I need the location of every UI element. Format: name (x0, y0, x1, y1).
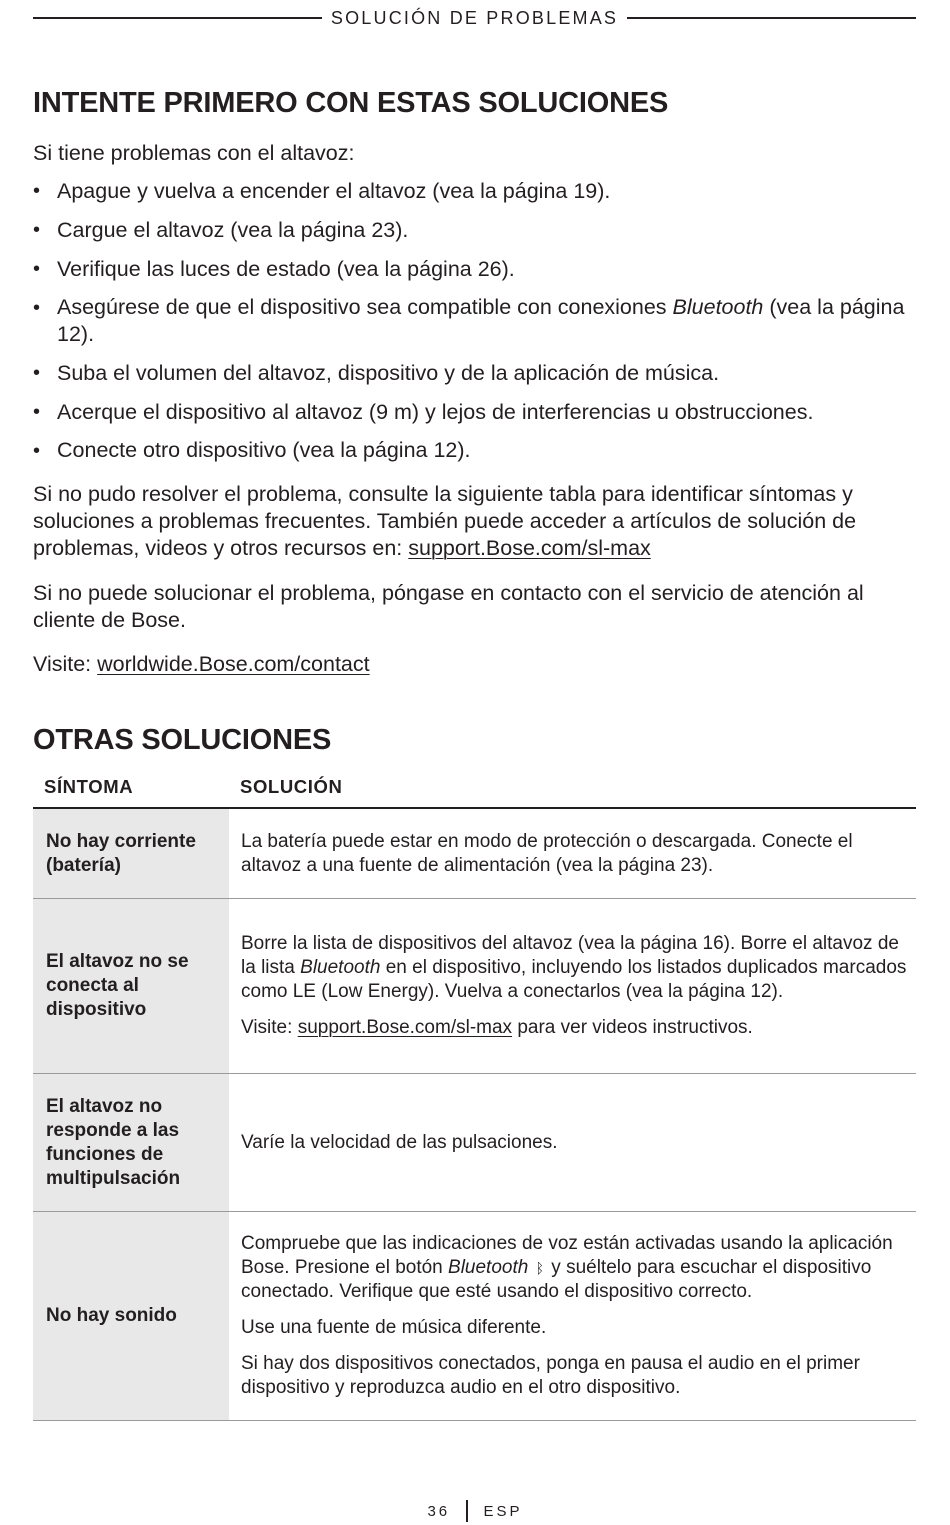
solution-text-2: Use una fuente de música diferente. (241, 1317, 547, 1338)
language-code: ESP (483, 1502, 523, 1520)
symptom-text: No hay corriente (batería) (46, 830, 196, 876)
support-link[interactable]: support.Bose.com/sl-max (297, 1017, 513, 1038)
bullet-item: Verifique las luces de estado (vea la página 26). (57, 257, 515, 281)
intro-paragraph-support (33, 481, 913, 562)
symptom-cell (33, 899, 229, 1073)
visit-label: Visite: (241, 1017, 298, 1038)
footer-separator (466, 1500, 467, 1522)
bullet-dot: • (33, 401, 41, 423)
bullet-dot: • (33, 180, 41, 202)
page-number: 36 (427, 1502, 451, 1520)
bullet-item-bluetooth (57, 294, 907, 348)
solution-text (241, 1232, 910, 1304)
symptom-cell (33, 809, 229, 898)
paragraph-text: Si no pudo resolver el problema, consulte la siguiente tabla para identificar síntomas y soluciones a problemas frecuentes. También puede acceder a artículos de solución de problemas, videos y otros recursos en: (33, 482, 857, 560)
column-header-solution: SOLUCIÓN (240, 776, 343, 797)
bluetooth-brand: Bluetooth (300, 957, 381, 978)
solution-cell (241, 1212, 910, 1420)
bluetooth-brand: Bluetooth (448, 1257, 529, 1278)
column-header-symptom: SÍNTOMA (44, 776, 134, 797)
solution-text: La batería puede estar en modo de protección o descargada. Conecte el altavoz a una fuente de alimentación (vea la página 23). (241, 830, 853, 876)
solution-text-b: y suéltelo para escuchar el dispositivo conectado. Verifique que esté usando el dispositivo correcto. (241, 1257, 872, 1302)
header-rule-left (33, 17, 322, 18)
solution-cell (241, 1074, 910, 1211)
bullet-dot: • (33, 297, 41, 319)
symptom-text: El altavoz no se conecta al dispositivo (46, 951, 189, 1020)
visit-after: para ver videos instructivos. (512, 1017, 753, 1038)
solution-cell (241, 899, 910, 1073)
solution-text-3: Si hay dos dispositivos conectados, ponga en pausa el audio en el primer dispositivo y reproduzca audio en el otro dispositivo. (241, 1353, 860, 1398)
intro-paragraph-contact: Si no puede solucionar el problema, póngase en contacto con el servicio de atención al cliente de Bose. (33, 581, 864, 632)
solution-text-a: Borre la lista de dispositivos del altavoz (vea la página 16). Borre el altavoz de la lista (241, 933, 899, 978)
bullet-dot: • (33, 219, 41, 241)
solution-cell (241, 809, 910, 898)
bullet-item: Conecte otro dispositivo (vea la página 12). (57, 438, 471, 462)
solution-text: Varíe la velocidad de las pulsaciones. (241, 1131, 558, 1153)
bullet-text-after: (vea la página 12). (57, 295, 905, 346)
contact-link[interactable]: worldwide.Bose.com/contact (97, 652, 370, 676)
bullet-item: Cargue el altavoz (vea la página 23). (57, 218, 409, 242)
bullet-item: Suba el volumen del altavoz, dispositivo y de la aplicación de música. (57, 361, 720, 385)
bullet-text-before: Asegúrese de que el dispositivo sea compatible con conexiones (57, 295, 673, 319)
bullet-dot: • (33, 362, 41, 384)
solution-text-b: en el dispositivo, incluyendo los listados duplicados marcados como LE (Low Energy). Vuelva a conectarlos (vea la página 12). (241, 957, 907, 1002)
page-footer (0, 1500, 950, 1522)
other-solutions-title: OTRAS SOLUCIONES (33, 724, 332, 756)
section-header (33, 6, 916, 30)
solution-text (241, 932, 910, 1004)
table-row (33, 1074, 916, 1212)
bluetooth-icon: ᛒ (535, 1260, 545, 1276)
bullet-dot: • (33, 258, 41, 280)
header-rule-right (627, 17, 916, 18)
table-row (33, 809, 916, 899)
solution-text-a: Compruebe que las indicaciones de voz están activadas usando la aplicación Bose. Presione el botón (241, 1233, 893, 1278)
intro-lead: Si tiene problemas con el altavoz: (33, 141, 355, 165)
visit-line (33, 651, 913, 678)
bullet-item: Acerque el dispositivo al altavoz (9 m) y lejos de interferencias u obstrucciones. (57, 400, 814, 424)
bullet-item: Apague y vuelva a encender el altavoz (vea la página 19). (57, 179, 611, 203)
support-link[interactable]: support.Bose.com/sl-max (408, 536, 651, 560)
intro-title: INTENTE PRIMERO CON ESTAS SOLUCIONES (33, 87, 669, 119)
symptom-text: No hay sonido (46, 1305, 177, 1326)
solution-visit-line (241, 1016, 910, 1040)
bullet-dot: • (33, 440, 41, 462)
section-title: SOLUCIÓN DE PROBLEMAS (330, 7, 619, 28)
symptom-text: El altavoz no responde a las funciones de multipulsación (46, 1095, 181, 1189)
symptom-cell (33, 1212, 229, 1420)
visit-label: Visite: (33, 652, 98, 676)
table-row (33, 1212, 916, 1421)
symptom-cell (33, 1074, 229, 1211)
table-row (33, 899, 916, 1074)
bluetooth-brand: Bluetooth (672, 295, 764, 319)
